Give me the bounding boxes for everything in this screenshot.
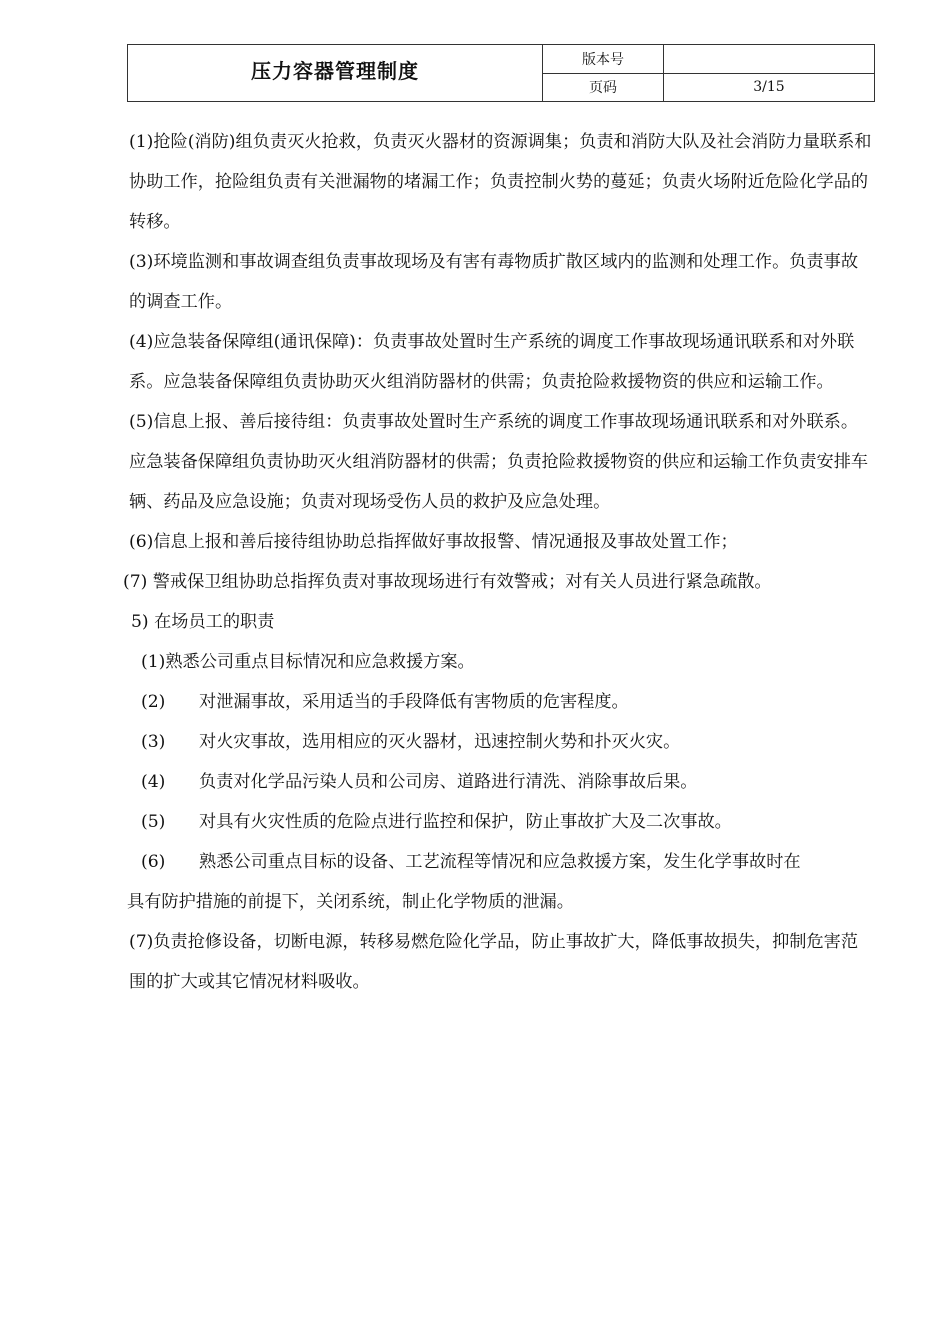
duty-item <box>127 682 875 722</box>
paragraph-security-group: (7) 警戒保卫组协助总指挥负责对事故现场进行有效警戒；对有关人员进行紧急疏散。 <box>123 572 772 592</box>
paragraph-equipment-group: (4)应急装备保障组(通讯保障)：负责事故处置时生产系统的调度工作事故现场通讯联系和对外联系。应急装备保障组负责协助灭火组消防器材的供需；负责抢险救援物资的供应和运输工作。 <box>129 332 855 392</box>
document-body <box>123 122 875 1002</box>
duty-item-1: (1)熟悉公司重点目标情况和应急救援方案。 <box>141 652 475 672</box>
duty-item-7: (7)负责抢修设备，切断电源，转移易燃危险化学品，防止事故扩大，降低事故损失，抑制危害范围的扩大或其它情况材料吸收。 <box>129 932 859 992</box>
duty-text: 负责对化学品污染人员和公司房、道路进行清洗、消除事故后果。 <box>199 772 698 792</box>
duty-text: 对具有火灾性质的危险点进行监控和保护，防止事故扩大及二次事故。 <box>199 812 732 832</box>
duty-number: (2) <box>141 692 166 712</box>
paragraph-info-group: (5)信息上报、善后接待组：负责事故处置时生产系统的调度工作事故现场通讯联系和对外联系。应急装备保障组负责协助灭火组消防器材的供需；负责抢险救援物资的供应和运输工作负责安排车辆、药品及应急设施；负责对现场受伤人员的救护及应急处理。 <box>129 412 869 512</box>
section-heading-staff-duties: 5) 在场员工的职责 <box>131 612 275 632</box>
duty-text: 对泄漏事故，采用适当的手段降低有害物质的危害程度。 <box>199 692 629 712</box>
document-header-table <box>127 44 875 102</box>
page-number: 3/15 <box>664 73 875 102</box>
page-label: 页码 <box>543 73 664 102</box>
paragraph-rescue-group: (1)抢险(消防)组负责灭火抢救，负责灭火器材的资源调集；负责和消防大队及社会消防力量联系和协助工作，抢险组负责有关泄漏物的堵漏工作；负责控制火势的蔓延；负责火场附近危险化学品的转移。 <box>129 132 872 232</box>
version-value <box>664 45 875 74</box>
paragraph-info-assist: (6)信息上报和善后接待组协助总指挥做好事故报警、情况通报及事故处置工作； <box>129 532 738 552</box>
duty-number: (4) <box>141 772 166 792</box>
duty-item <box>127 762 875 802</box>
version-label: 版本号 <box>543 45 664 74</box>
duty-number: (3) <box>141 732 166 752</box>
duty-item <box>127 802 875 842</box>
duty-item <box>127 722 875 762</box>
paragraph-environment-group: (3)环境监测和事故调查组负责事故现场及有害有毒物质扩散区域内的监测和处理工作。负责事故的调查工作。 <box>129 252 859 312</box>
duty-list <box>127 682 875 842</box>
duty-number: (5) <box>141 812 166 832</box>
duty-item-6-continued: 具有防护措施的前提下，关闭系统，制止化学物质的泄漏。 <box>127 892 574 912</box>
duty-item-6 <box>127 842 875 882</box>
document-title: 压力容器管理制度 <box>128 45 543 102</box>
duty-text: 对火灾事故，选用相应的灭火器材，迅速控制火势和扑灭火灾。 <box>199 732 681 752</box>
duty-text: 熟悉公司重点目标的设备、工艺流程等情况和应急救援方案，发生化学事故时在 <box>199 852 801 872</box>
duty-number: (6) <box>141 852 166 872</box>
